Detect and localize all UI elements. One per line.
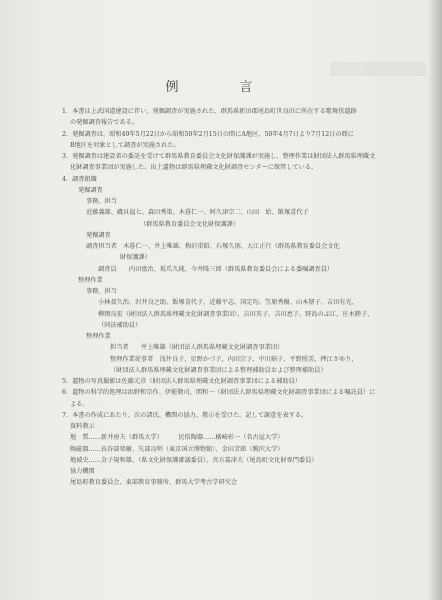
text-line: 事務、担当 (86, 288, 117, 295)
text-line: 協力機関 (70, 468, 95, 475)
text-line: （群馬県教育委員会文化財保護課） (140, 220, 239, 228)
text-line: 事務、担当 (86, 198, 117, 205)
text-line: （財団法人群馬県埋蔵文化財調査事業団による整理補助員および整理補助員） (110, 366, 327, 374)
text-line: 近藤義雄、磯貝福七、森田秀策、木暮仁一、阿久津宗二、山田 始、飯塚喜代子 (86, 209, 309, 217)
text-line: 担当者 井上唯雄（財団法人群馬県埋蔵文化財調査事業団） (110, 344, 284, 352)
text-line: 発掘調査 (78, 186, 103, 194)
text-line: 7．本書の作成にあたり、次の諸氏、機関の協力、教示を受けた。記して謝意を表する。 (62, 411, 308, 419)
text-line: 資料教示 (70, 423, 95, 430)
text-line: 小林叔久治、沢井良之助、飯塚喜代子、近藤平志、国定均、笠原秀樹、山本朋子、吉田有光、 (98, 299, 358, 307)
page-edge-shadow (428, 0, 442, 600)
text-line: 尾島町教育委員会、東部教育事務所、群馬大学考古学研究会 (70, 479, 238, 487)
text-line: 5．遺物の写真撮影は佐藤元彦（財団法人群馬県埋蔵文化財調査事業団による補助員） (62, 378, 302, 385)
text-line: 4．調査組織 (62, 175, 97, 183)
text-line: の発掘調査報告である。 (70, 119, 139, 127)
text-line: 整理作業 (78, 276, 103, 284)
show-through-text (330, 62, 426, 76)
text-line: 1．本書は上武国道建設に伴い、発掘調査が実施された、群馬県新田郡尾島町世良田に所在する歌舞伎遺跡 (62, 108, 357, 115)
text-line: 3．発掘調査は建設省の委託を受けて群馬県教育委員会文化財保護課が実施し、整理作業は財団法人群馬県埋蔵文 (62, 153, 376, 160)
document-body (62, 106, 418, 489)
text-line: B地区を対象として調査が実施された。 (70, 141, 180, 149)
text-line: 調査担当者 木暮仁一、井上唯雄、梅沢重昭、石塚久則、大江正行（群馬県教育委員会文化 (86, 243, 340, 250)
page-title: 例 言 (165, 80, 277, 95)
text-line: 発掘調査 (86, 231, 111, 239)
text-line: 財保護課） (120, 254, 151, 262)
text-line: 調査員 内田富治、坂爪久純、今井隆三郎（群馬県教育委員会による委嘱調査員） (98, 265, 334, 273)
text-line: 地域史……金子規和雄、（県文化財保護審議委員）、宮方嘉津夫（尾島町文化財専門委員） (70, 456, 318, 464)
text-line: 陶磁器……長谷部楽爾、矢部良明（東京国立博物館）、金田芳郎（駒沢大学） (70, 445, 284, 453)
text-line: 整理作業従事者 浅井良子、星野かづ子、内田宗子、中川絹子、平野照美、押江さゆり、 (110, 355, 358, 363)
text-line: 6．遺物の科学的処理は浜野和宗作、伊能敬司、関和一（財団法人群馬県埋蔵文化財調査事業団による嘱託員）に (62, 389, 376, 397)
text-line: 地 質……新井房夫（群馬大学） 民俗陶器……楢崎彰一（名古屋大学） (70, 434, 284, 442)
text-line: 柳岡良宏（財団法人群馬県埋蔵文化財調査事業団）、吉田英子、吉田恵子、野島のぶ江、庄木睦子、 (98, 310, 374, 318)
text-line: （同法補助員） (98, 321, 142, 329)
text-line: 整理作業 (86, 333, 111, 340)
text-line: 2．発掘調査は、昭和49年5月22日から昭和50年2月15日の間にA地区、50年4月7日より7月12日の間に (62, 130, 354, 138)
text-line: 化財調査事業団が実施した。出土遺物は群馬県埋蔵文化財調査センターに保管している。 (70, 164, 318, 172)
text-line: よる。 (70, 400, 89, 408)
